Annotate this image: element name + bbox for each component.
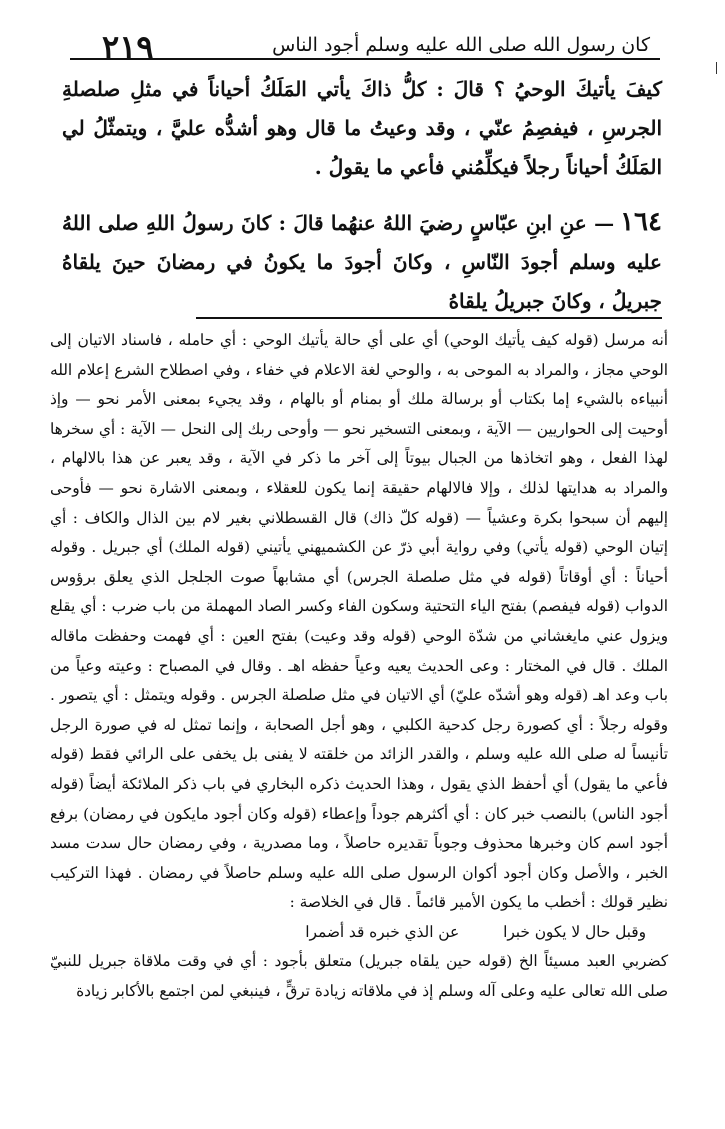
hadith-paragraph (62, 203, 662, 321)
header-divider (70, 58, 660, 60)
commentary-text (50, 326, 668, 1007)
hadith-number: ١٦٤ (620, 207, 662, 237)
hadith-text (62, 70, 662, 321)
verse-second-hemistich: عن الذي خبره قد أضمرا (305, 922, 460, 941)
commentary-paragraph: أنه مرسل (قوله كيف يأتيك الوحي) أي على أي حالة يأتيك الوحي : أي حامله ، فاسناد الاتيان إلى الوحي مجاز ، والمراد به الموحى به ، والوحي لغة الاعلام في خفاء ، وفي اصطلاح الشرع إعلام الله أنبياءه بالشيء إما بكتاب أو برسالة ملك أو بمنام أو بالهام ، وقد يجيء بمعنى الأمر نحو — وإذ أوحيت إلى الحواريين — الآية ، وبمعنى التسخير نحو — وأوحى ربك إلى النحل — الآية : أي سخرها لهذا الفعل ، وهو اتخاذها من الجبال بيوتاً إلى آخر ما ذكر في الآية ، وقد يعبر عن هذا بالالهام ، والمراد به هدايتها لذلك ، وإلا فالالهام حقيقة إنما يكون للعقلاء ، وبمعنى الاشارة نحو — فأوحى إليهم أن سبحوا بكرة وعشياً — (قوله كلّ ذاك) قال القسطلاني بغير لام بين الذال والكاف : أي إتيان الوحي (قوله يأتي) وفي رواية أبي ذرّ عن الكشميهني يأتيني (قوله الملك) أي جبريل . وقوله أحياناً : أي أوقاتاً (قوله في مثل صلصلة الجرس) أي مشابهاً صوت الجلجل الذي يعلق برؤوس الدواب (قوله فيفصم) بفتح الياء التحتية وسكون الفاء وكسر الصاد المهملة من باب ضرب : أي يقلع ويزول عني مايغشاني من شدّة الوحي (قوله وقد وعيت) بفتح العين : أي فهمت وحفظت ماقاله الملك . قال في المختار : وعى الحديث يعيه وعياً حفظه اهـ . وقال في المصباح : وعيته وعياً من باب وعد اهـ (قوله وهو أشدّه عليّ) أي الاتيان في مثل صلصلة الجرس . وقوله ويتمثل : أي يتصور . وقوله رجلاً : أي كصورة رجل كدحية الكلبي ، وهو أجل الصحابة ، وإنما تمثل له في صورة الرجل تأنيساً له صلى الله عليه وسلم ، والقدر الزائد من خلقته لا يفنى بل يخفى على الرائي فقط (قوله فأعي ما يقول) أي أحفظ الذي يقول ، وهذا الحديث ذكره البخاري في باب ذكر الملائكة أيضاً (قوله أجود الناس) بالنصب خبر كان : أي أكثرهم جوداً وإعطاء (قوله وكان أجود مايكون في رمضان) برفع أجود اسم كان وخبرها محذوف وجوباً تقديره حاصلاً ، وما مصدرية ، وفي رمضان حال سدت مسد الخبر ، والأصل وكان أجود أكوان الرسول صلى الله عليه وسلم حاصلاً في رمضان . فهذا التركيب نظير قولك : أخطب ما يكون الأمير قائماً . قال في الخلاصة : (50, 331, 668, 912)
hadith-body: — عنِ ابنِ عبّاسٍ رضيَ اللهُ عنهُما قالَ : كانَ رسولُ اللهِ صلى اللهُ عليه وسلم أجودَ النّاسِ ، وكانَ أجودَ ما يكونُ في رمضانَ حينَ يلقاهُ جبريلُ ، وكانَ جبريلُ يلقاهُ (62, 211, 662, 313)
page-header (70, 20, 660, 66)
hadith-paragraph: كيفَ يأتيكَ الوحيُ ؟ قالَ : كلُّ ذاكَ يأتي المَلَكُ أحياناً في مثلِ صلصلةِ الجرسِ ، فيفصِمُ عنّي ، وقد وعيتُ ما قال وهو أشدُّه عليَّ ، ويتمثّلُ لي المَلَكُ أحياناً رجلاً فيكلِّمُني فأعي ما يقولُ . (62, 77, 662, 179)
page-number: ٢١٩ (102, 28, 154, 66)
commentary-paragraph: كضربي العبد مسيئاً الخ (قوله حين يلقاه جبريل) متعلق بأجود : أي في وقت ملاقاة جبريل للنبيّ صلى الله تعالى عليه وعلى آله وسلم إذ في ملاقاته زيادة ترقٍّ ، فينبغي لمن اجتمع بالأكابر زيادة (50, 952, 668, 1001)
margin-mark (716, 62, 717, 74)
poetry-verse (50, 918, 668, 948)
commentary-divider (196, 317, 662, 319)
verse-first-hemistich: وقبل حال لا يكون خبرا (503, 922, 646, 941)
running-title: كان رسول الله صلى الله عليه وسلم أجود الناس (272, 34, 650, 56)
